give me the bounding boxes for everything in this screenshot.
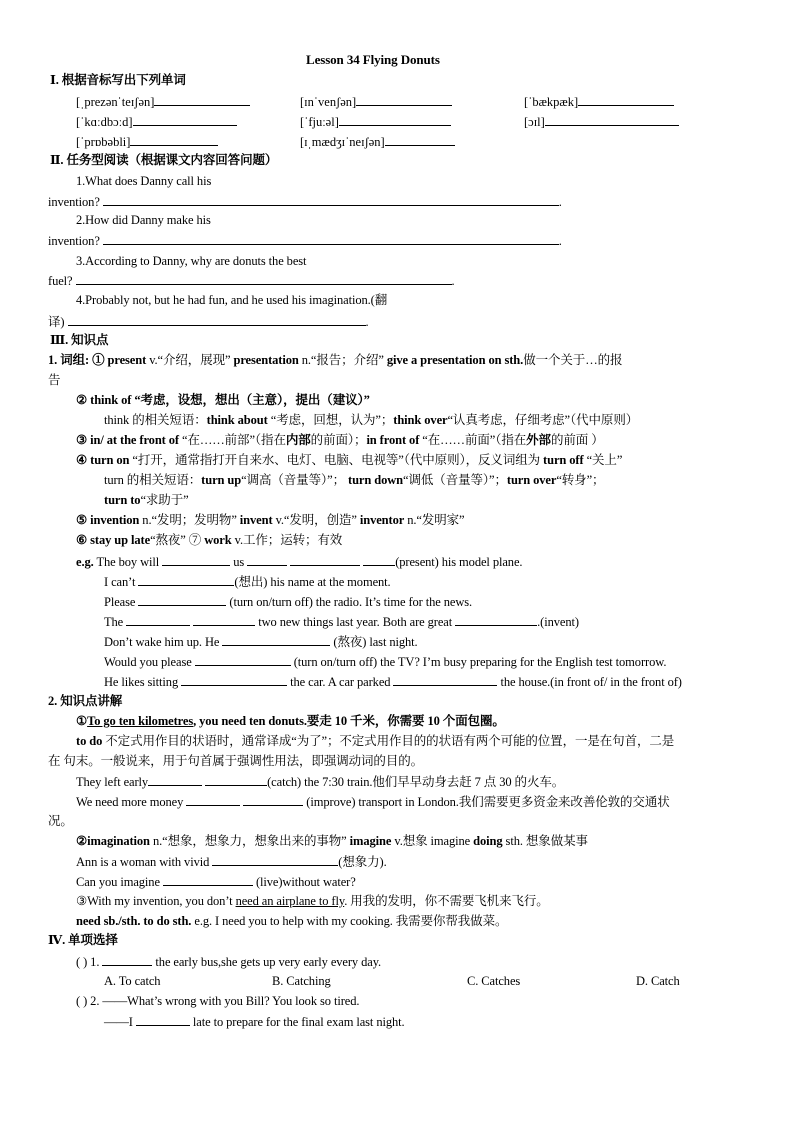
note-2: to do 不定式用作目的状语时，通常译成“为了”；不定式用作目的的状语有两个可能的位置，一是在句首，二是 [76, 734, 675, 748]
answer-blank[interactable] [247, 553, 287, 566]
reading-question-3: 3.According to Danny, why are donuts the best [76, 254, 307, 268]
answer-blank[interactable] [205, 773, 267, 786]
choice-option-b[interactable]: B. Catching [272, 974, 331, 988]
section-1-heading: Ⅰ. 根据音标写出下列单词 [50, 73, 186, 87]
choice-option-c[interactable]: C. Catches [467, 974, 521, 988]
section-4-heading: Ⅳ. 单项选择 [48, 933, 118, 947]
phrase-2: ② think of “考虑，设想，想出（主意），提出（建议）” [76, 393, 370, 407]
example-3: Please (turn on/turn off) the radio. It’s time for the news. [104, 595, 473, 609]
note-4-cont: 况。 [48, 814, 73, 828]
example-2: I can’t (想出) his name at the moment. [104, 575, 391, 589]
note-5: ②imagination n.“想象，想象力，想象出来的事物” imagine v.想象 imagine doing sth. 想象做某事 [76, 834, 588, 848]
section-explain-heading: 2. 知识点讲解 [48, 694, 123, 708]
answer-blank[interactable] [385, 133, 455, 146]
note-1: ①To go ten kilometres, you need ten donuts.要走 10 千米，你需要 10 个面包圈。 [76, 714, 505, 728]
example-7: He likes sitting the car. A car parked the house.(in front of/ in the front of) [104, 675, 682, 689]
phrase-4-related: turn 的相关短语：turn up“调高（音量等）”； turn down“调低（音量等）”；turn over“转身”； [104, 473, 605, 487]
answer-blank[interactable] [212, 853, 338, 866]
answer-blank[interactable] [102, 953, 152, 966]
section-2-heading: Ⅱ. 任务型阅读（根据课文内容回答问题） [50, 153, 278, 167]
phrase-6: ⑥ stay up late“熬夜” ⑦ work v.工作；运转；有效 [76, 533, 343, 547]
phonetic-item-7: [ˈprɒbəbli] [76, 133, 218, 150]
note-2-cont: 在 句末。一般说来，用于句首属于强调性用法，即强调动词的目的。 [48, 754, 424, 768]
answer-blank[interactable] [138, 573, 234, 586]
answer-blank[interactable] [162, 553, 230, 566]
answer-blank[interactable] [148, 773, 202, 786]
reading-question-3-line: fuel? . [48, 274, 455, 288]
answer-blank[interactable] [163, 873, 253, 886]
answer-blank[interactable] [578, 93, 674, 106]
answer-blank[interactable] [103, 232, 559, 245]
note-6: Ann is a woman with vivid (想象力). [76, 855, 387, 869]
example-6: Would you please (turn on/turn off) the TV? I’m busy preparing for the English test tomorrow. [104, 655, 667, 669]
answer-blank[interactable] [138, 593, 226, 606]
section-3-heading: Ⅲ. 知识点 [50, 333, 109, 347]
phrase-4: ④ turn on “打开，通常指打开自来水、电灯、电脑、电视等”（代中原则），反义词组为 turn off “关上” [76, 453, 623, 467]
phonetic-item-8: [ɪˌmædʒɪˈneɪʃən] [300, 133, 455, 150]
choice-option-d[interactable]: D. Catch [636, 974, 680, 988]
answer-blank[interactable] [136, 1013, 190, 1026]
answer-blank[interactable] [103, 193, 559, 206]
phrase-4-related-2: turn to“求助于” [104, 493, 189, 507]
answer-blank[interactable] [545, 113, 679, 126]
answer-blank[interactable] [356, 93, 452, 106]
phonetic-item-6: [ɔɪl] [524, 113, 679, 130]
answer-blank[interactable] [290, 553, 360, 566]
example-1: e.g. The boy will us (present) his model plane. [76, 555, 523, 569]
phonetic-item-5: [ˈfjuːəl] [300, 113, 451, 130]
note-9: need sb./sth. to do sth. e.g. I need you to help with my cooking. 我需要你帮我做菜。 [76, 914, 508, 928]
example-5: Don’t wake him up. He (熬夜) last night. [104, 635, 418, 649]
answer-blank[interactable] [195, 653, 291, 666]
phrase-3: ③ in/ at the front of “在……前部”（指在内部的前面）；in front of “在……前面”（指在外部的前面 ） [76, 433, 604, 447]
choice-question-2: ( ) 2. ——What’s wrong with you Bill? You look so tired. [76, 994, 360, 1008]
choice-question-1: ( ) 1. the early bus,she gets up very early every day. [76, 955, 382, 969]
answer-blank[interactable] [133, 113, 237, 126]
note-4: We need more money (improve) transport in London.我们需要更多资金来改善伦敦的交通状 [76, 795, 670, 809]
phrase-2-related: think 的相关短语：think about “考虑，回想，认为”；think over“认真考虑，仔细考虑”（代中原则） [104, 413, 639, 427]
phonetic-item-2: [ɪnˈvenʃən] [300, 93, 452, 110]
reading-question-2: 2.How did Danny make his [76, 213, 211, 227]
answer-blank[interactable] [186, 793, 240, 806]
answer-blank[interactable] [126, 613, 190, 626]
phonetic-item-1: [ˌprezənˈteɪʃən] [76, 93, 250, 110]
reading-question-1-line: invention? . [48, 195, 562, 209]
note-3: They left early (catch) the 7:30 train.他们早早动身去赶 7 点 30 的火车。 [76, 775, 565, 789]
reading-question-4-line: 译) . [48, 315, 369, 329]
answer-blank[interactable] [68, 313, 366, 326]
answer-blank[interactable] [76, 272, 452, 285]
answer-blank[interactable] [130, 133, 218, 146]
phonetic-item-4: [ˈkɑːdbɔːd] [76, 113, 237, 130]
page-title: Lesson 34 Flying Donuts [306, 52, 440, 67]
example-4: The two new things last year. Both are great .(invent) [104, 615, 579, 629]
phonetic-item-3: [ˈbækpæk] [524, 93, 674, 110]
answer-blank[interactable] [455, 613, 537, 626]
answer-blank[interactable] [193, 613, 255, 626]
reading-question-4: 4.Probably not, but he had fun, and he used his imagination.(翻 [76, 293, 388, 307]
answer-blank[interactable] [222, 633, 330, 646]
phrase-1-cont: 告 [48, 373, 61, 387]
answer-blank[interactable] [363, 553, 395, 566]
reading-question-2-line: invention? . [48, 234, 562, 248]
answer-blank[interactable] [243, 793, 303, 806]
answer-blank[interactable] [393, 673, 497, 686]
answer-blank[interactable] [181, 673, 287, 686]
note-7: Can you imagine (live)without water? [76, 875, 356, 889]
answer-blank[interactable] [154, 93, 250, 106]
phrase-1: 1. 词组: ① present v.“介绍，展现” presentation n.“报告；介绍” give a presentation on sth.做一个关于…的报 [48, 353, 623, 367]
choice-option-a[interactable]: A. To catch [104, 974, 161, 988]
phrase-5: ⑤ invention n.“发明；发明物” invent v.“发明，创造” inventor n.“发明家” [76, 513, 465, 527]
choice-question-2-cont: ——I late to prepare for the final exam last night. [104, 1015, 405, 1029]
answer-blank[interactable] [339, 113, 451, 126]
reading-question-1: 1.What does Danny call his [76, 174, 212, 188]
note-8: ③With my invention, you don’t need an airplane to fly. 用我的发明，你不需要飞机来飞行。 [76, 894, 549, 908]
